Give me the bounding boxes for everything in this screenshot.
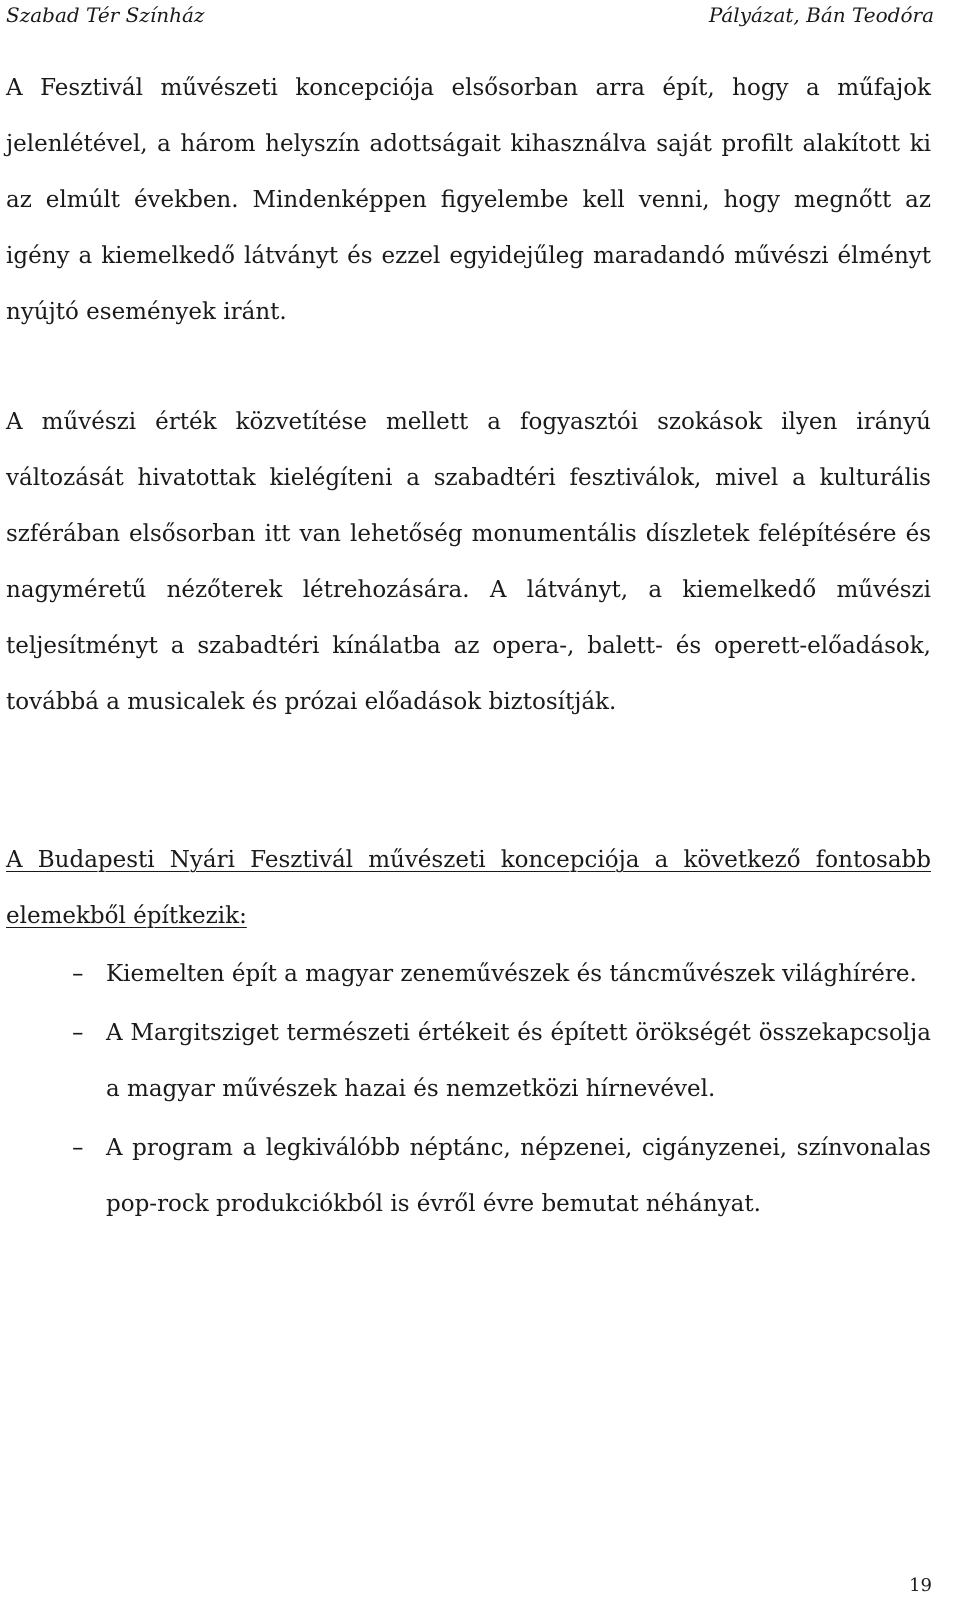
dash-bullet-icon: – [72,961,84,987]
list-item-text: A program a legkiválóbb néptánc, népzenei, cigányzenei, színvonalas pop-rock produkciókból is évről évre bemutat néhányat. [106,1135,931,1217]
concept-elements-list [6,946,931,1235]
list-item [6,1005,931,1117]
list-item-text: A Margitsziget természeti értékeit és épített örökségét összekapcsolja a magyar művészek hazai és nemzetközi hírnevével. [106,1020,931,1102]
header-left-title: Szabad Tér Színház [6,3,205,27]
section-heading-paragraph [6,832,931,944]
section-heading: A Budapesti Nyári Fesztivál művészeti koncepciója a következő fontosabb elemekből építkezik: [6,847,931,929]
paragraph-festival-concept: A Fesztivál művészeti koncepciója elsősorban arra épít, hogy a műfajok jelenlétével, a három helyszín adottságait kihasználva saját profilt alakított ki az elmúlt években. Mindenképpen figyelembe kell venni, hogy megnőtt az igény a kiemelkedő látványt és ezzel egyidejűleg maradandó művészi élményt nyújtó események iránt. [6,75,931,325]
list-item-text: Kiemelten épít a magyar zeneművészek és táncművészek világhírére. [106,961,917,987]
page-header [6,0,934,30]
paragraph-artistic-value: A művészi érték közvetítése mellett a fogyasztói szokások ilyen irányú változását hivatottak kielégíteni a szabadtéri fesztiválok, mivel a kulturális szférában elsősorban itt van lehetőség monumentális díszletek felépítésére és nagyméretű nézőterek létrehozására. A látványt, a kiemelkedő művészi teljesítményt a szabadtéri kínálatba az opera-, balett- és operett-előadások, továbbá a musicalek és prózai előadások biztosítják. [6,409,931,715]
header-right-title: Pályázat, Bán Teodóra [708,3,934,27]
list-item [6,946,931,1002]
dash-bullet-icon: – [72,1020,84,1046]
dash-bullet-icon: – [72,1135,84,1161]
page-number: 19 [909,1575,932,1596]
list-item [6,1120,931,1232]
